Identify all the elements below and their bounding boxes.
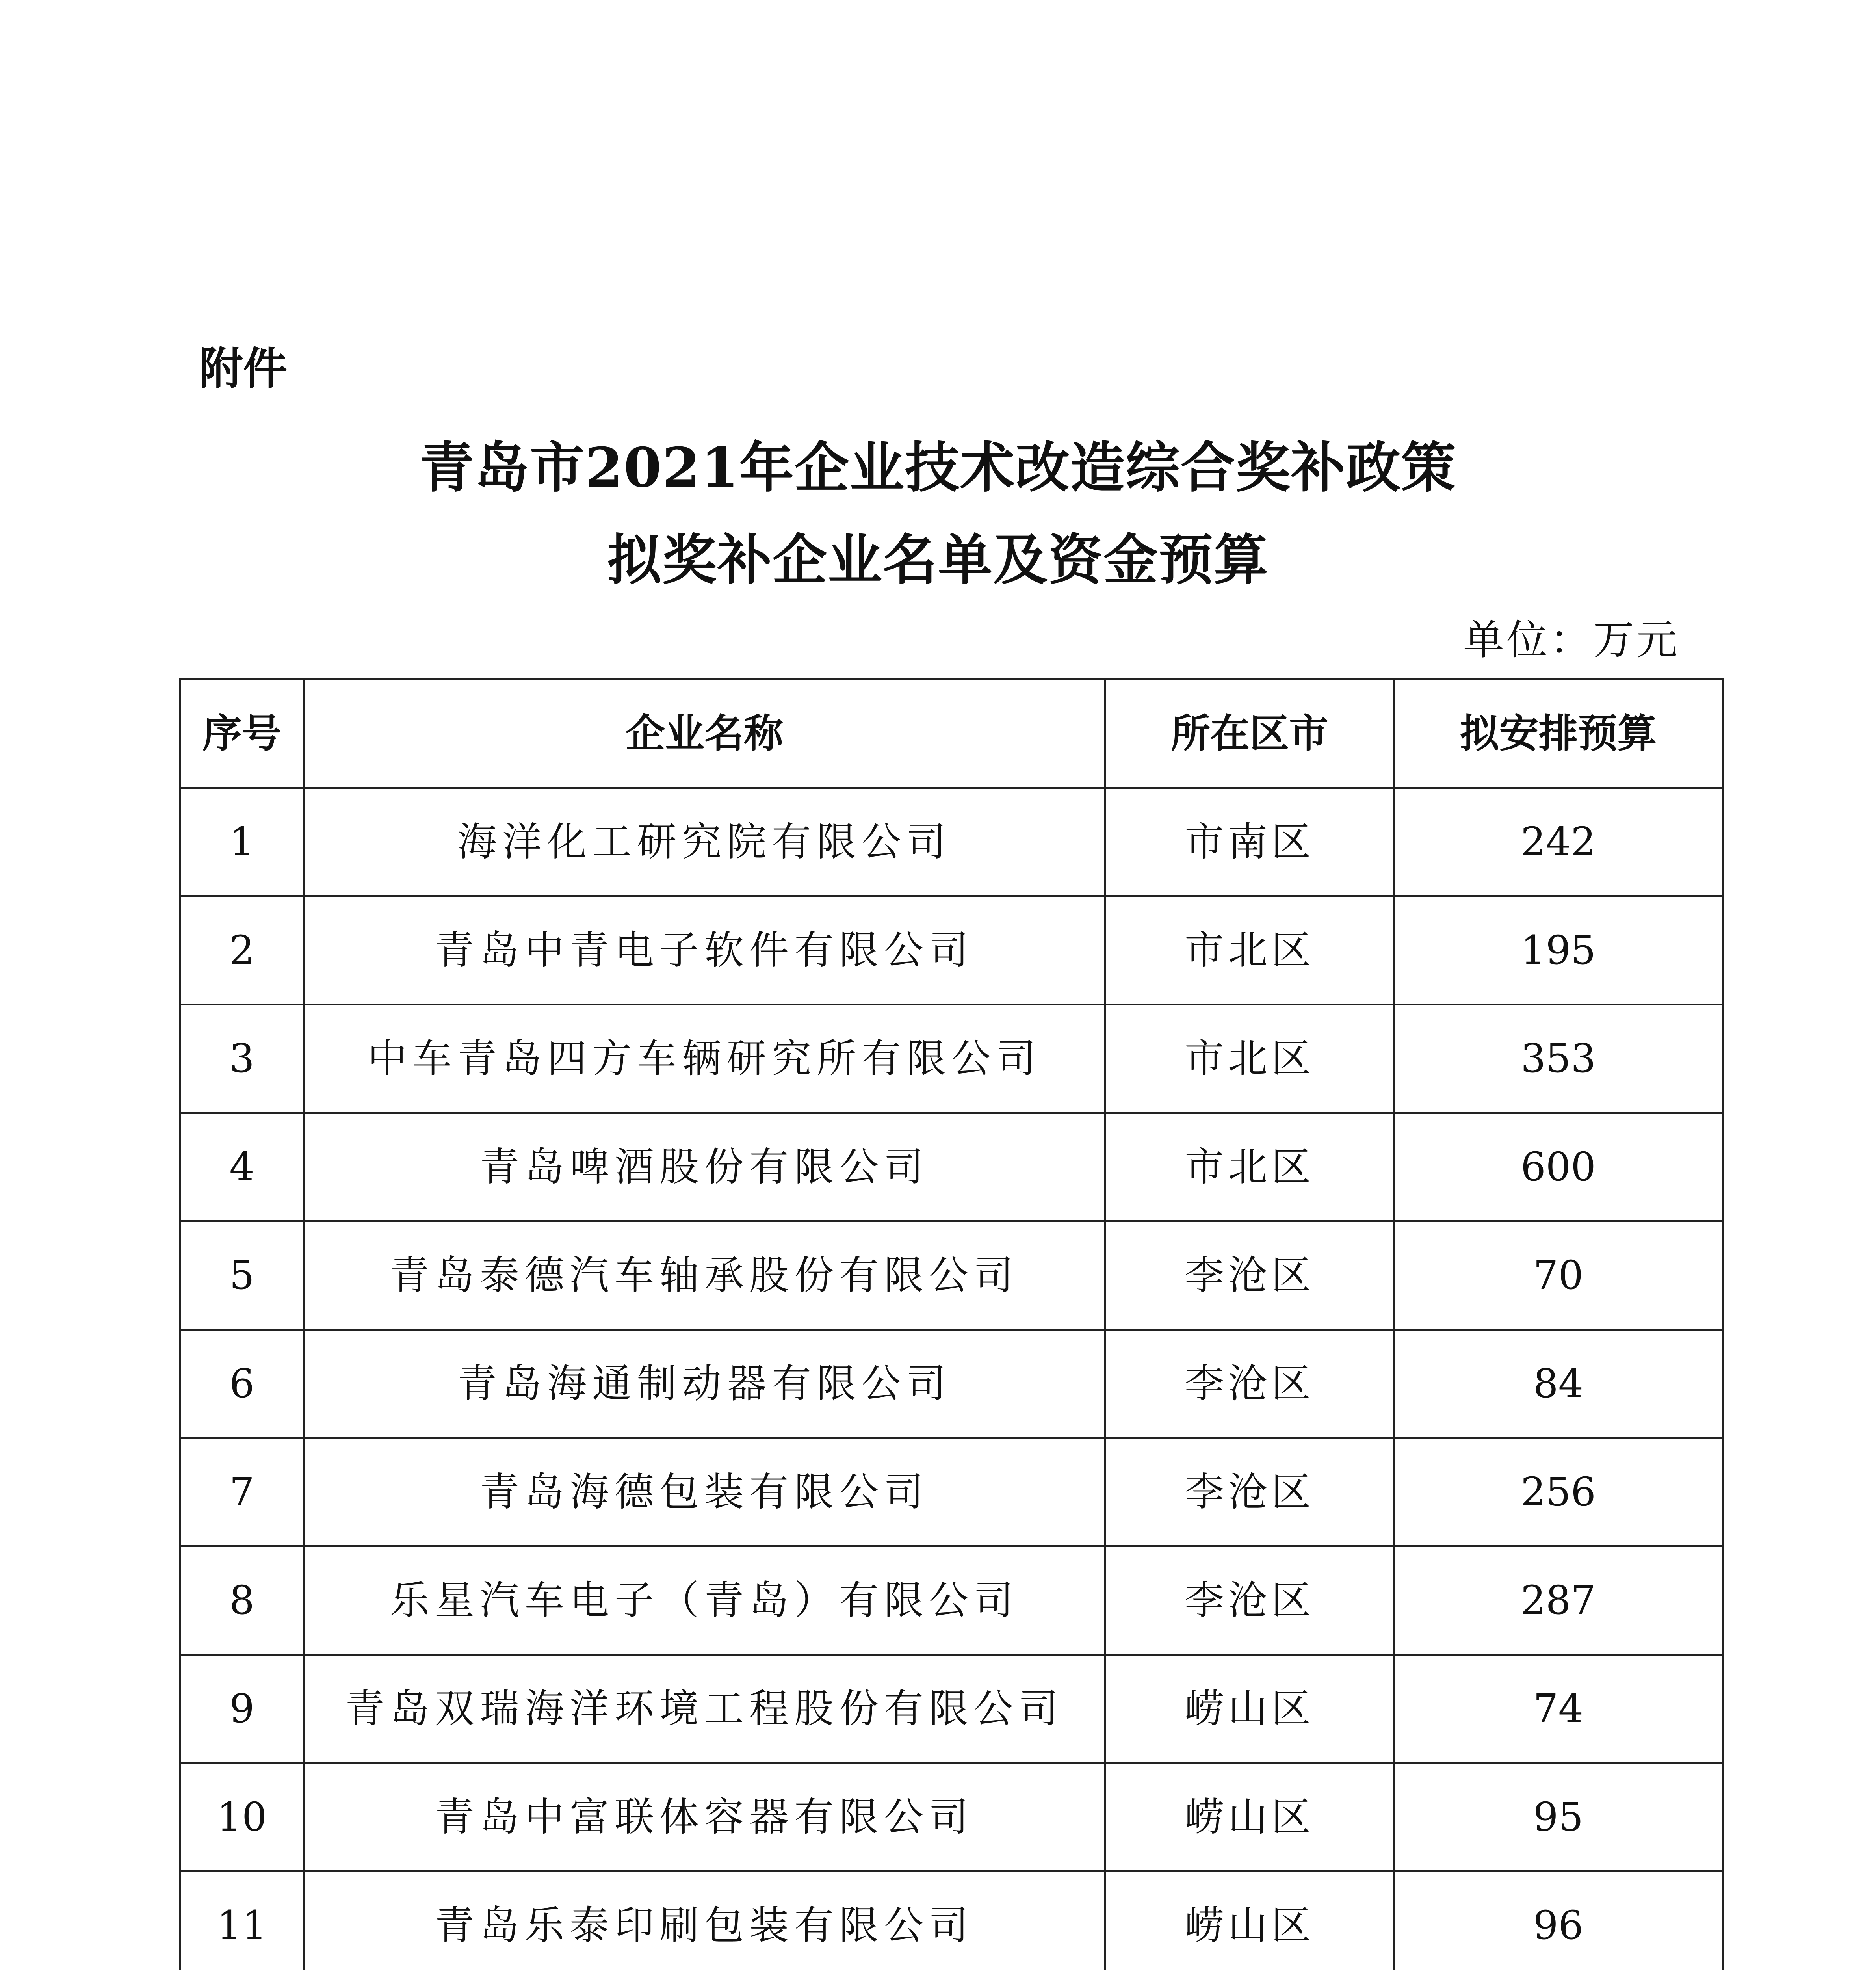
table-row: [180, 1546, 1723, 1655]
cell-company-name: 青岛中青电子软件有限公司: [304, 896, 1105, 1005]
cell-budget: 353: [1394, 1005, 1723, 1113]
cell-district: 李沧区: [1105, 1330, 1394, 1438]
table-row: [180, 896, 1723, 1005]
table-row: [180, 788, 1723, 896]
table-row: [180, 1113, 1723, 1221]
attachment-label: 附件: [199, 343, 287, 394]
cell-seq: 6: [180, 1330, 304, 1438]
cell-company-name: 青岛中富联体容器有限公司: [304, 1763, 1105, 1872]
cell-district: 崂山区: [1105, 1872, 1394, 1970]
header-budget: 拟安排预算: [1394, 680, 1723, 788]
cell-budget: 195: [1394, 896, 1723, 1005]
cell-budget: 74: [1394, 1655, 1723, 1763]
table-row: [180, 1330, 1723, 1438]
header-company-name: 企业名称: [304, 680, 1105, 788]
cell-district: 市北区: [1105, 896, 1394, 1005]
table-row: [180, 1763, 1723, 1872]
cell-seq: 4: [180, 1113, 304, 1221]
cell-seq: 3: [180, 1005, 304, 1113]
cell-district: 崂山区: [1105, 1655, 1394, 1763]
budget-table: [179, 678, 1724, 1970]
cell-company-name: 青岛海通制动器有限公司: [304, 1330, 1105, 1438]
cell-company-name: 青岛海德包装有限公司: [304, 1438, 1105, 1546]
cell-budget: 287: [1394, 1546, 1723, 1655]
cell-budget: 96: [1394, 1872, 1723, 1970]
cell-company-name: 乐星汽车电子（青岛）有限公司: [304, 1546, 1105, 1655]
table-header-row: [180, 680, 1723, 788]
cell-seq: 1: [180, 788, 304, 896]
cell-company-name: 青岛啤酒股份有限公司: [304, 1113, 1105, 1221]
cell-seq: 7: [180, 1438, 304, 1546]
cell-budget: 70: [1394, 1221, 1723, 1330]
table-row: [180, 1005, 1723, 1113]
cell-district: 市北区: [1105, 1005, 1394, 1113]
cell-seq: 9: [180, 1655, 304, 1763]
cell-district: 李沧区: [1105, 1546, 1394, 1655]
cell-seq: 10: [180, 1763, 304, 1872]
cell-company-name: 青岛泰德汽车轴承股份有限公司: [304, 1221, 1105, 1330]
cell-budget: 600: [1394, 1113, 1723, 1221]
header-seq: 序号: [180, 680, 304, 788]
cell-budget: 256: [1394, 1438, 1723, 1546]
cell-district: 市北区: [1105, 1113, 1394, 1221]
cell-district: 李沧区: [1105, 1221, 1394, 1330]
table-row: [180, 1438, 1723, 1546]
table-row: [180, 1872, 1723, 1970]
document-title-line1: 青岛市2021年企业技术改造综合奖补政策: [419, 435, 1457, 500]
cell-seq: 2: [180, 896, 304, 1005]
document-title-line2: 拟奖补企业名单及资金预算: [607, 528, 1269, 592]
cell-company-name: 青岛乐泰印刷包装有限公司: [304, 1872, 1105, 1970]
cell-company-name: 中车青岛四方车辆研究所有限公司: [304, 1005, 1105, 1113]
header-district: 所在区市: [1105, 680, 1394, 788]
cell-district: 崂山区: [1105, 1763, 1394, 1872]
cell-seq: 8: [180, 1546, 304, 1655]
cell-budget: 84: [1394, 1330, 1723, 1438]
cell-company-name: 青岛双瑞海洋环境工程股份有限公司: [304, 1655, 1105, 1763]
cell-seq: 11: [180, 1872, 304, 1970]
cell-budget: 242: [1394, 788, 1723, 896]
table-row: [180, 1655, 1723, 1763]
unit-label: 单位：万元: [1463, 616, 1680, 664]
cell-seq: 5: [180, 1221, 304, 1330]
cell-company-name: 海洋化工研究院有限公司: [304, 788, 1105, 896]
cell-district: 市南区: [1105, 788, 1394, 896]
cell-budget: 95: [1394, 1763, 1723, 1872]
cell-district: 李沧区: [1105, 1438, 1394, 1546]
table-row: [180, 1221, 1723, 1330]
